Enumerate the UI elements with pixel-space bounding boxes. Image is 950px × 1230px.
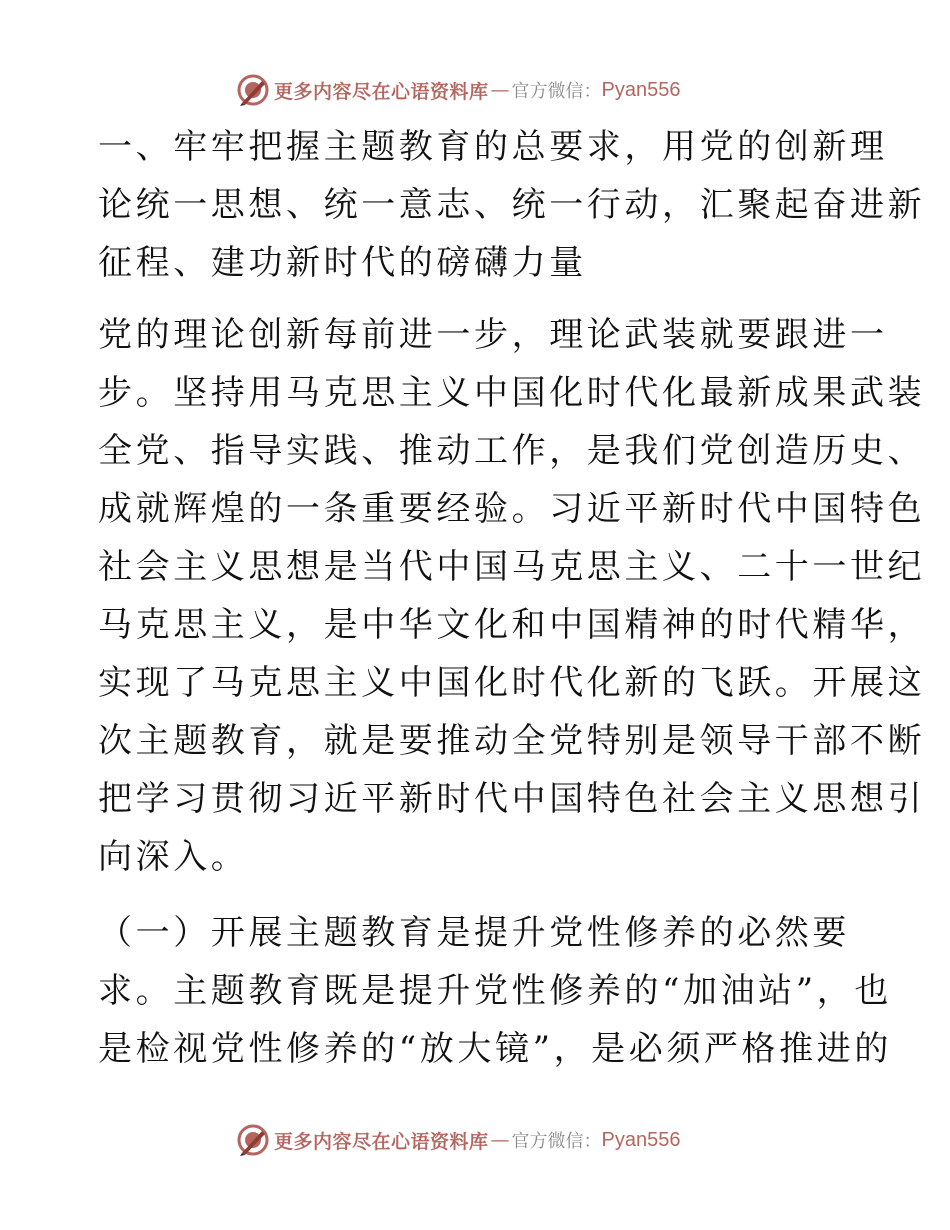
header-banner	[236, 72, 680, 108]
banner-wechat-label: 官方微信：	[511, 1131, 602, 1152]
banner-slogan: 更多内容尽在心语资料库	[274, 1130, 489, 1153]
banner-dash: —	[490, 79, 510, 101]
paragraph-line: 成就辉煌的一条重要经验。习近平新时代中国特色	[98, 489, 926, 529]
paragraph-line: 全党、指导实践、推动工作，是我们党创造历史、	[98, 431, 926, 471]
heading-line: 征程、建功新时代的磅礴力量	[98, 243, 587, 283]
paragraph-line: 党的理论创新每前进一步，理论武装就要跟进一	[98, 315, 888, 355]
paragraph-line: 社会主义思想是当代中国马克思主义、二十一世纪	[98, 547, 926, 587]
pen-logo-icon	[236, 1123, 270, 1157]
subheading-line: （一）开展主题教育是提升党性修养的必然要	[98, 913, 850, 953]
heading-line: 论统一思想、统一意志、统一行动，汇聚起奋进新	[98, 185, 926, 225]
paragraph-line: 把学习贯彻习近平新时代中国特色社会主义思想引	[98, 779, 926, 819]
paragraph-line: 向深入。	[98, 837, 249, 877]
banner-wechat-id: Pyan556	[601, 1128, 681, 1151]
banner-wechat-id: Pyan556	[601, 78, 681, 101]
paragraph-line: 马克思主义，是中华文化和中国精神的时代精华，	[98, 605, 926, 645]
footer-banner	[236, 1122, 680, 1158]
paragraph-line: 实现了马克思主义中国化时代化新的飞跃。开展这	[98, 663, 926, 703]
heading-line: 一、牢牢把握主题教育的总要求，用党的创新理	[98, 127, 888, 167]
paragraph-line: 步。坚持用马克思主义中国化时代化最新成果武装	[98, 373, 926, 413]
pen-logo-icon	[236, 73, 270, 107]
banner-slogan: 更多内容尽在心语资料库	[274, 80, 489, 103]
paragraph-line: 是检视党性修养的“放大镜”，是必须严格推进的	[98, 1029, 892, 1069]
paragraph-line: 求。主题教育既是提升党性修养的“加油站”，也	[98, 971, 892, 1011]
paragraph-line: 次主题教育，就是要推动全党特别是领导干部不断	[98, 721, 926, 761]
banner-wechat-label: 官方微信：	[511, 81, 602, 102]
banner-dash: —	[490, 1129, 510, 1151]
